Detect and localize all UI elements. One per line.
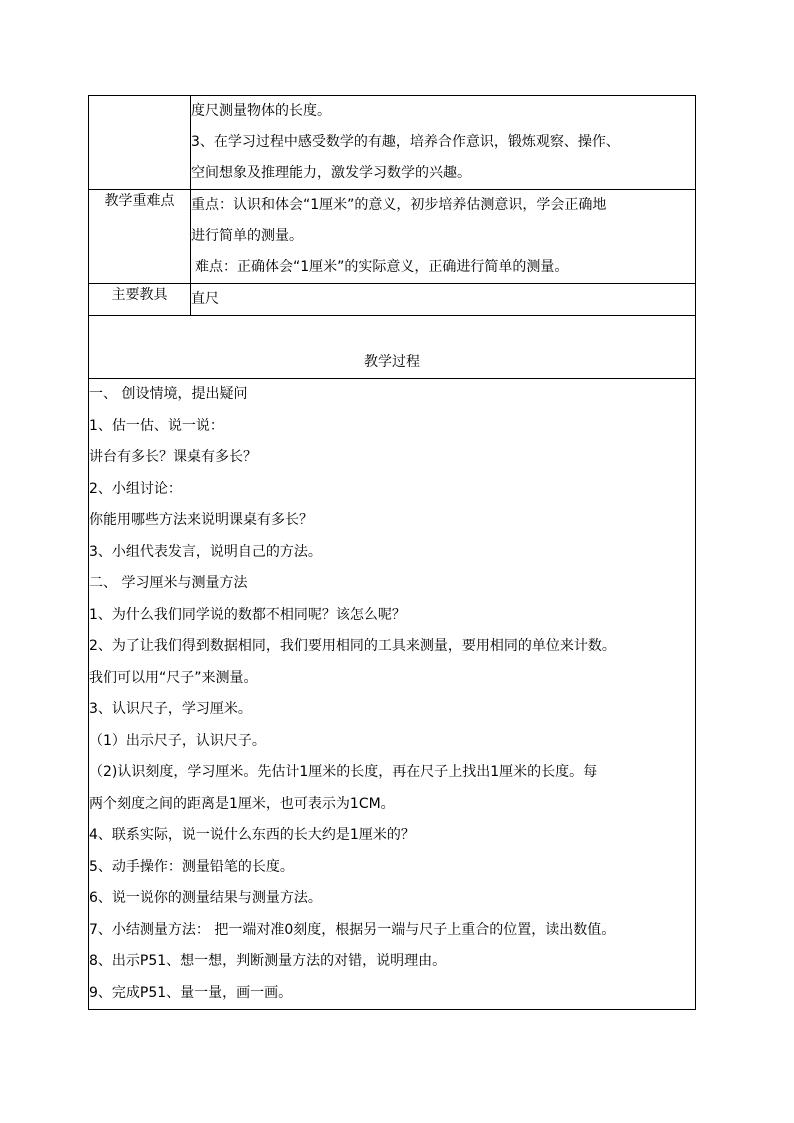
process-header-row bbox=[89, 316, 696, 379]
process-body-row bbox=[89, 379, 696, 1010]
key-difficulties-content-cell bbox=[191, 190, 696, 284]
process-line: 6、说一说你的测量结果与测量方法。 bbox=[89, 890, 322, 906]
process-line: 9、完成P51、量一量，画一画。 bbox=[89, 984, 293, 1001]
objectives-content-cell bbox=[191, 96, 696, 190]
objectives-line: 空间想象及推理能力，激发学习数学的兴趣。 bbox=[191, 165, 471, 181]
process-line: 4、联系实际，说一说什么东西的长大约是1厘米的？ bbox=[89, 827, 415, 843]
process-line: （2)认识刻度，学习厘米。先估计1厘米的长度，再在尺子上找出1厘米的长度。每 bbox=[89, 764, 598, 780]
key-difficulties-row bbox=[89, 190, 696, 284]
process-line: 一、 创设情境，提出疑问 bbox=[89, 386, 248, 402]
process-line: 两个刻度之间的距离是1厘米，也可表示为1CM。 bbox=[89, 795, 395, 812]
key-point-line: 进行简单的测量。 bbox=[191, 228, 303, 244]
objectives-label-cell bbox=[89, 96, 191, 190]
objectives-row bbox=[89, 96, 696, 190]
lesson-plan-table bbox=[88, 95, 696, 1010]
process-line: 讲台有多长？课桌有多长？ bbox=[89, 449, 257, 465]
process-line: 5、动手操作：测量铅笔的长度。 bbox=[89, 858, 294, 875]
process-line: （1）出示尺子，认识尺子。 bbox=[89, 732, 266, 749]
process-line: 2、为了让我们得到数据相同，我们要用相同的工具来测量，要用相同的单位来计数。 bbox=[89, 638, 616, 654]
process-line: 3、认识尺子，学习厘米。 bbox=[89, 701, 252, 717]
process-line: 你能用哪些方法来说明课桌有多长？ bbox=[89, 512, 313, 528]
process-line: 8、出示P51、想一想，判断测量方法的对错，说明理由。 bbox=[89, 953, 447, 969]
teaching-aids-label: 主要教具 bbox=[89, 284, 191, 316]
process-line: 2、小组讨论： bbox=[89, 480, 182, 497]
process-body-cell bbox=[89, 379, 696, 1010]
objectives-line: 3、在学习过程中感受数学的有趣，培养合作意识，锻炼观察、操作、 bbox=[191, 134, 620, 150]
process-header-cell bbox=[89, 316, 696, 379]
key-point-line: 重点：认识和体会“1厘米”的意义，初步培养估测意识，学会正确地 bbox=[191, 197, 607, 213]
process-header-title: 教学过程 bbox=[364, 354, 420, 370]
teaching-aids-row bbox=[89, 284, 696, 316]
process-line: 1、为什么我们同学说的数都不相同呢？该怎么呢？ bbox=[89, 606, 406, 623]
teaching-aids-content-cell bbox=[191, 284, 696, 316]
objectives-line: 度尺测量物体的长度。 bbox=[191, 103, 331, 119]
process-line: 1、估一估、说一说： bbox=[89, 417, 224, 434]
difficulty-line: 难点：正确体会“1厘米”的实际意义，正确进行简单的测量。 bbox=[195, 259, 569, 275]
teaching-aids-value: 直尺 bbox=[191, 291, 219, 307]
process-line: 3、小组代表发言，说明自己的方法。 bbox=[89, 543, 322, 560]
key-difficulties-label: 教学重难点 bbox=[89, 190, 191, 284]
process-line: 7、小结测量方法： 把一端对准0刻度，根据另一端与尺子上重合的位置，读出数值。 bbox=[89, 921, 616, 938]
process-line: 二、 学习厘米与测量方法 bbox=[89, 575, 248, 591]
process-line: 我们可以用“尺子”来测量。 bbox=[89, 669, 258, 686]
